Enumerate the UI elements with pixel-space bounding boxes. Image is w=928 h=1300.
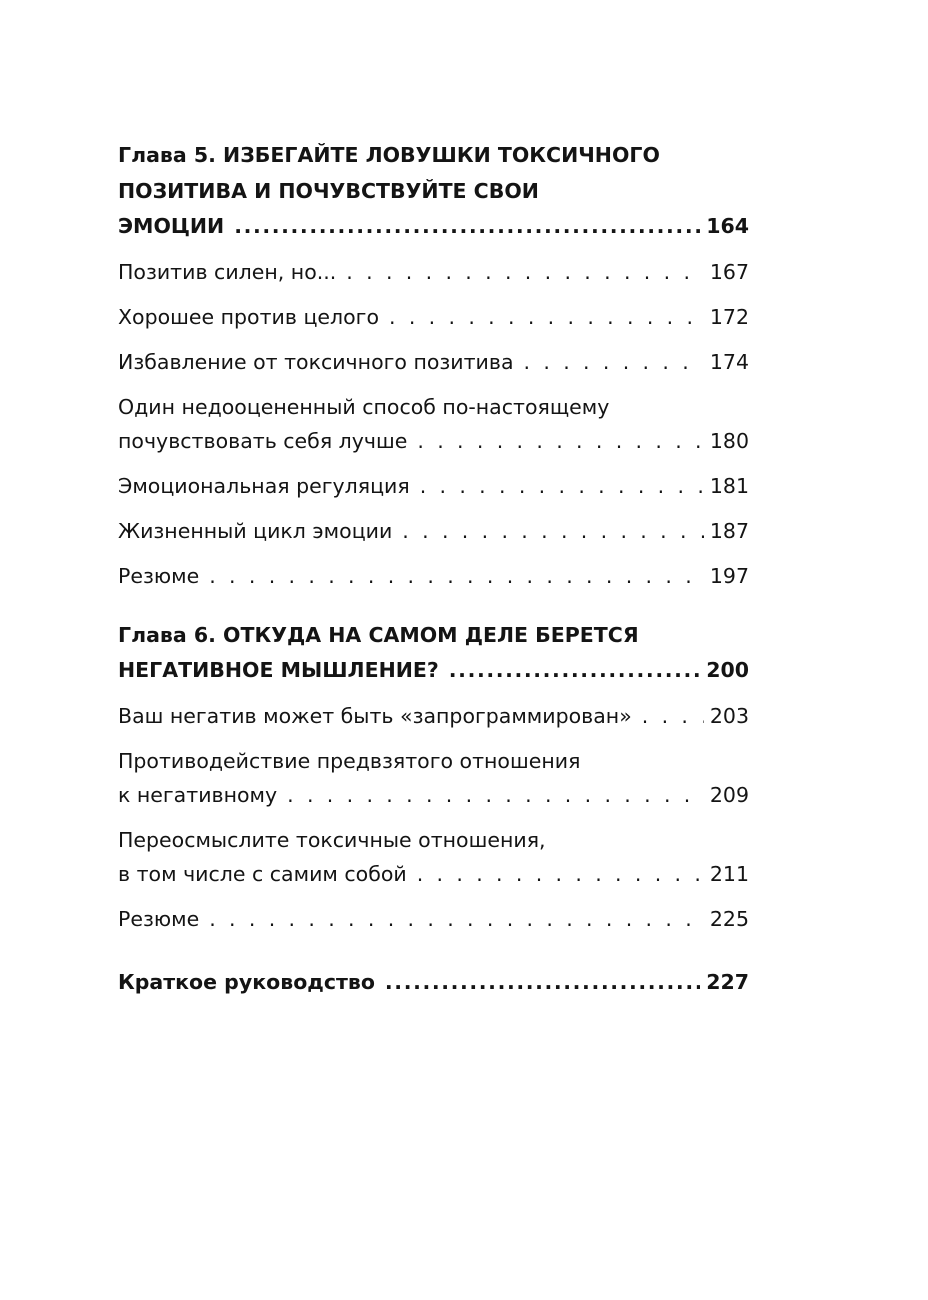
toc-entry-page: 225	[709, 906, 749, 931]
dot-leader	[287, 778, 704, 812]
toc-entry-title: Жизненный цикл эмоции	[118, 518, 393, 543]
dot-leader	[402, 514, 704, 548]
toc-entry-title: Резюме	[118, 906, 200, 931]
toc-entry-page: 197	[709, 563, 749, 588]
quick-guide-entry[interactable]	[118, 965, 749, 1001]
toc-entry-page: 211	[709, 861, 749, 886]
chapter-5-title-line-1	[118, 138, 749, 174]
dot-leader	[209, 559, 704, 593]
chapter-6-title-part-2: НЕГАТИВНОЕ МЫШЛЕНИЕ?	[118, 658, 439, 682]
chapter-5-title-part-3: ЭМОЦИИ	[118, 214, 225, 238]
toc-entry-page: 187	[709, 518, 749, 543]
chapter-6-heading[interactable]	[118, 618, 749, 689]
toc-entry-title: Ваш негатив может быть «запрограммирован»	[118, 703, 632, 728]
dot-leader	[417, 857, 704, 891]
toc-entry-page: 209	[709, 782, 749, 807]
toc-entry-emotion-lifecycle[interactable]	[118, 514, 749, 548]
quick-guide-line	[118, 965, 749, 1001]
quick-guide-title: Краткое руководство	[118, 969, 375, 994]
toc-entry-title: Позитив силен, но...	[118, 259, 337, 284]
toc-entry-title: Хорошее против целого	[118, 304, 379, 329]
dot-leader	[420, 469, 704, 503]
toc-entry-title: Резюме	[118, 563, 200, 588]
toc-entry-line	[118, 857, 749, 891]
toc-entry-summary-ch6[interactable]	[118, 902, 749, 936]
toc-entry-line	[118, 255, 749, 289]
chapter-5-title-line-3	[118, 209, 749, 245]
dot-leader	[385, 965, 700, 1001]
toc-entry-title-line-2: почувствовать себя лучше	[118, 428, 408, 453]
toc-entry-page: 203	[709, 703, 749, 728]
chapter-5-title-part-1: ИЗБЕГАЙТЕ ЛОВУШКИ ТОКСИЧНОГО	[223, 143, 660, 167]
dot-leader	[346, 255, 704, 289]
toc-entry-getting-rid[interactable]	[118, 345, 749, 379]
toc-entry-line	[118, 514, 749, 548]
chapter-6-title-line-1	[118, 618, 749, 654]
toc-entry-page: 172	[709, 304, 749, 329]
toc-entry-line	[118, 699, 749, 733]
dot-leader	[642, 699, 704, 733]
chapter-6-title-line-2	[118, 653, 749, 689]
dot-leader	[417, 424, 703, 458]
table-of-contents	[118, 138, 749, 1010]
toc-entry-line	[118, 469, 749, 503]
chapter-5-heading[interactable]	[118, 138, 749, 245]
chapter-6-page-number: 200	[706, 658, 749, 682]
toc-entry-page: 174	[709, 349, 749, 374]
toc-entry-title-line-1: Противодействие предвзятого отношения	[118, 748, 581, 773]
toc-entry-title-line-2: к негативному	[118, 782, 278, 807]
toc-entry-programmed-negativity[interactable]	[118, 699, 749, 733]
toc-entry-summary-ch5[interactable]	[118, 559, 749, 593]
toc-entry-negativity-bias[interactable]	[118, 744, 749, 812]
toc-entry-emotional-regulation[interactable]	[118, 469, 749, 503]
toc-entry-page: 167	[709, 259, 749, 284]
toc-entry-title-line-2: в том числе с самим собой	[118, 861, 407, 886]
toc-entry-title-line-1: Один недооцененный способ по-настоящему	[118, 394, 610, 419]
quick-guide-page: 227	[706, 969, 749, 994]
toc-entry-line	[118, 902, 749, 936]
dot-leader	[449, 653, 700, 689]
toc-entry-underrated-way[interactable]	[118, 390, 749, 458]
toc-entry-positive-strong[interactable]	[118, 255, 749, 289]
dot-leader	[524, 345, 704, 379]
chapter-6-title-part-1: ОТКУДА НА САМОМ ДЕЛЕ БЕРЕТСЯ	[223, 622, 639, 647]
toc-entry-title: Избавление от токсичного позитива	[118, 349, 514, 374]
toc-entry-line	[118, 778, 749, 812]
dot-leader	[389, 300, 704, 334]
chapter-5-page-number: 164	[706, 214, 749, 238]
toc-entry-title: Эмоциональная регуляция	[118, 473, 410, 498]
toc-entry-line	[118, 300, 749, 334]
chapter-5-prefix: Глава 5.	[118, 143, 216, 167]
dot-leader	[209, 902, 704, 936]
toc-entry-line	[118, 345, 749, 379]
dot-leader	[234, 209, 700, 245]
chapter-6-prefix: Глава 6.	[118, 622, 216, 647]
toc-entry-page: 180	[709, 428, 749, 453]
toc-entry-line	[118, 559, 749, 593]
toc-entry-line	[118, 424, 749, 458]
toc-entry-page: 181	[709, 473, 749, 498]
toc-entry-good-vs-whole[interactable]	[118, 300, 749, 334]
toc-entry-rethink-relationships[interactable]	[118, 823, 749, 891]
toc-entry-title-line-1: Переосмыслите токсичные отношения,	[118, 827, 546, 852]
chapter-5-title-line-2: ПОЗИТИВА И ПОЧУВСТВУЙТЕ СВОИ	[118, 178, 539, 203]
